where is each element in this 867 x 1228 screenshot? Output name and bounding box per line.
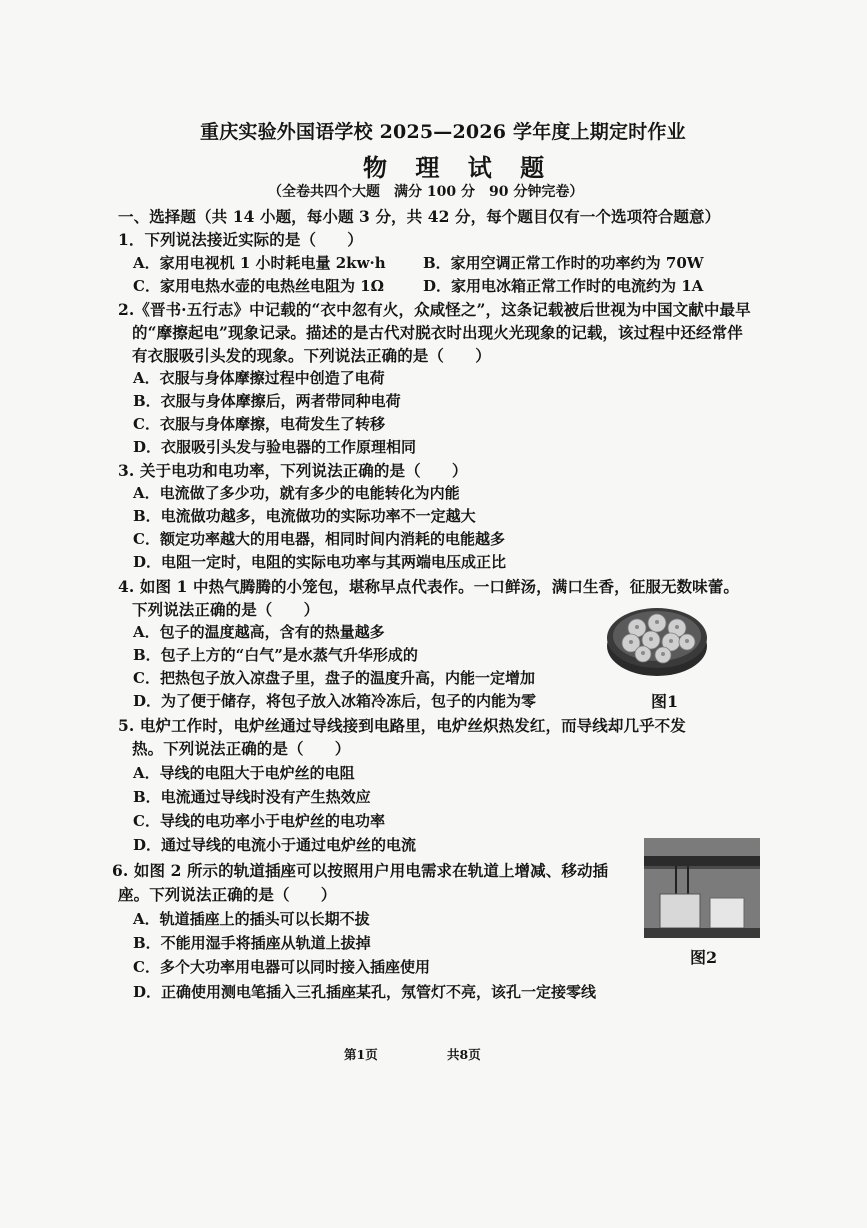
q2-line1: 2.《晋书·五行志》中记载的“衣中忽有火，众咸怪之”，这条记载被后世视为中国文献中最早: [118, 300, 751, 319]
subject-title: 物 理 试 题: [363, 153, 555, 182]
q1-option-d: D．家用电冰箱正常工作时的电流约为 1A: [423, 277, 704, 295]
school-title: 重庆实验外国语学校 2025—2026 学年度上期定时作业: [200, 121, 686, 143]
q3-stem: 3. 关于电功和电功率，下列说法正确的是（ ）: [118, 461, 468, 480]
q5-option-c: C．导线的电功率小于电炉丝的电功率: [133, 812, 385, 830]
q5-option-a: A．导线的电阻大于电炉丝的电阻: [133, 764, 355, 782]
q4-option-d: D．为了便于储存，将包子放入冰箱冷冻后，包子的内能为零: [133, 692, 537, 710]
q6-option-b: B．不能用湿手将插座从轨道上拔掉: [133, 934, 371, 952]
q2-line2: 的“摩擦起电”现象记录。描述的是古代对脱衣时出现火光现象的记载，该过程中还经常伴: [132, 323, 743, 342]
figure-2-label: 图2: [690, 948, 718, 967]
q3-option-d: D．电阻一定时，电阻的实际电功率与其两端电压成正比: [133, 553, 507, 571]
q2-option-d: D．衣服吸引头发与验电器的工作原理相同: [133, 438, 417, 456]
q5-line1: 5. 电炉工作时，电炉丝通过导线接到电路里，电炉丝炽热发红，而导线却几乎不发: [118, 716, 686, 735]
page-number: 第1页: [344, 1047, 378, 1062]
q4-option-c: C．把热包子放入凉盘子里，盘子的温度升高，内能一定增加: [133, 669, 535, 687]
figure-2-track-socket-image: [644, 838, 760, 938]
q6-line2: 座。下列说法正确的是（ ）: [118, 885, 337, 904]
exam-info: （全卷共四个大题 满分 100 分 90 分钟完卷）: [268, 184, 584, 200]
q3-option-b: B．电流做功越多，电流做功的实际功率不一定越大: [133, 507, 476, 525]
q5-option-b: B．电流通过导线时没有产生热效应: [133, 788, 371, 806]
q1-option-c: C．家用电热水壶的电热丝电阻为 1Ω: [133, 277, 384, 295]
q1-option-a: A．家用电视机 1 小时耗电量 2kw·h: [133, 254, 386, 272]
section-heading: 一、选择题（共 14 小题，每小题 3 分，共 42 分，每个题目仅有一个选项符合题意）: [118, 207, 721, 226]
q3-option-c: C．额定功率越大的用电器，相同时间内消耗的电能越多: [133, 530, 505, 548]
q1-option-b: B．家用空调正常工作时的功率约为 70W: [423, 254, 704, 272]
q4-option-b: B．包子上方的“白气”是水蒸气升华形成的: [133, 646, 418, 664]
total-pages: 共8页: [447, 1047, 481, 1062]
q4-line1: 4. 如图 1 中热气腾腾的小笼包，堪称早点代表作。一口鲜汤，满口生香，征服无数味蕾。: [118, 577, 739, 596]
q6-option-c: C．多个大功率用电器可以同时接入插座使用: [133, 958, 430, 976]
q6-option-d: D．正确使用测电笔插入三孔插座某孔，氖管灯不亮，该孔一定接零线: [133, 983, 597, 1001]
q2-option-a: A．衣服与身体摩擦过程中创造了电荷: [133, 369, 385, 387]
q1-stem: 1．下列说法接近实际的是（ ）: [118, 230, 363, 249]
q4-line2: 下列说法正确的是（ ）: [132, 600, 320, 619]
q2-line3: 有衣服吸引头发的现象。下列说法正确的是（ ）: [132, 346, 491, 365]
q6-option-a: A．轨道插座上的插头可以长期不拔: [133, 910, 370, 928]
q6-line1: 6. 如图 2 所示的轨道插座可以按照用户用电需求在轨道上增减、移动插: [112, 861, 609, 880]
q2-option-b: B．衣服与身体摩擦后，两者带同种电荷: [133, 392, 401, 410]
q3-option-a: A．电流做了多少功，就有多少的电能转化为内能: [133, 484, 460, 502]
q5-option-d: D．通过导线的电流小于通过电炉丝的电流: [133, 836, 417, 854]
figure-1-steamed-buns-image: [605, 596, 709, 680]
q2-option-c: C．衣服与身体摩擦，电荷发生了转移: [133, 415, 385, 433]
figure-1-label: 图1: [651, 692, 679, 711]
q4-option-a: A．包子的温度越高，含有的热量越多: [133, 623, 385, 641]
q5-line2: 热。下列说法正确的是（ ）: [132, 739, 351, 758]
